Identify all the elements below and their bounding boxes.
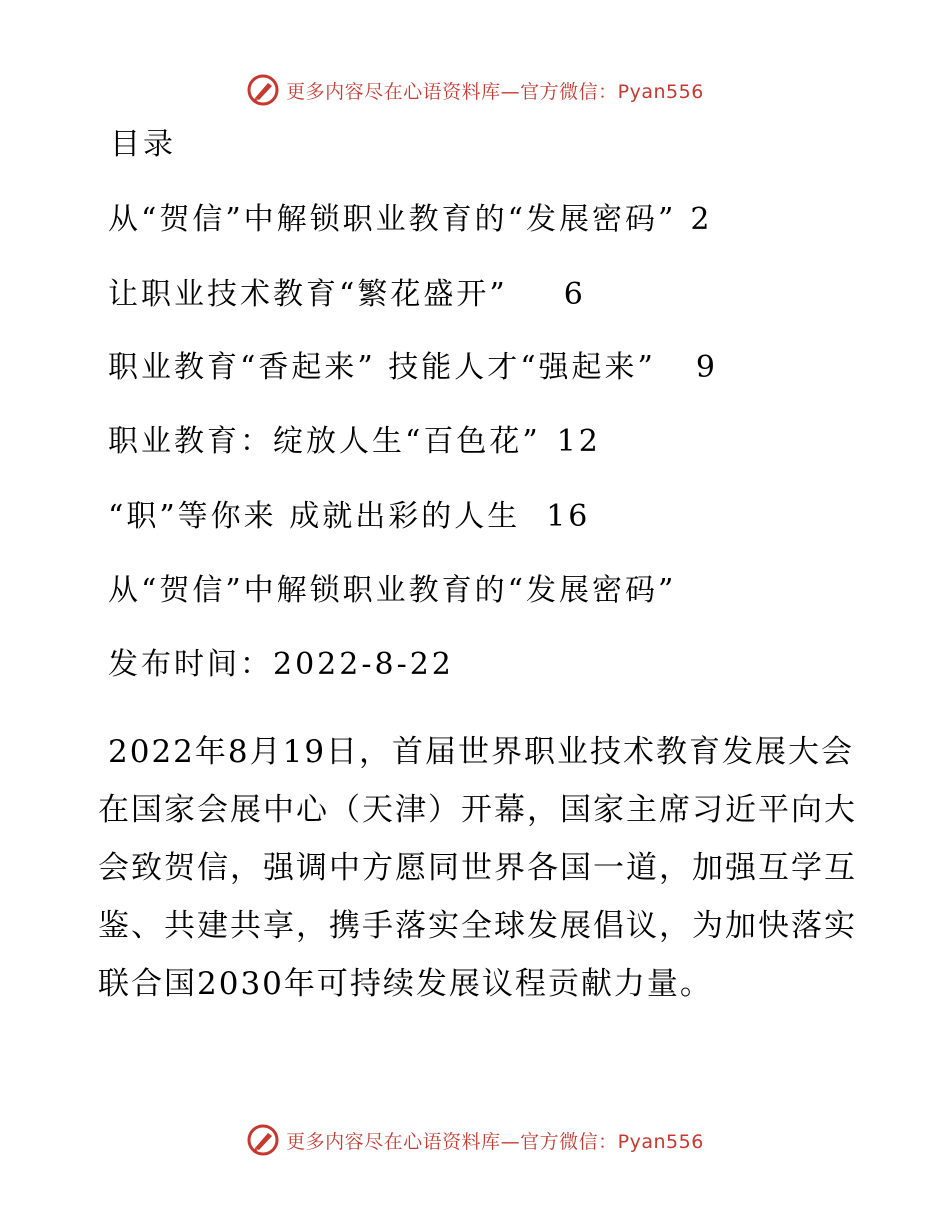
article-body xyxy=(98,723,858,1013)
toc-item[interactable] xyxy=(108,202,713,237)
watermark-text: 更多内容尽在心语资料库—官方微信：Pyan556 xyxy=(286,1130,704,1153)
publish-date: 发布时间：2022-8-22 xyxy=(108,647,454,682)
toc-item-page: 6 xyxy=(563,277,586,312)
article-title: 从“贺信”中解锁职业教育的“发展密码” xyxy=(108,573,677,608)
toc-item-title: “职”等你来 成就出彩的人生 xyxy=(108,499,521,534)
pen-logo-icon xyxy=(246,1123,280,1157)
toc-item[interactable] xyxy=(108,424,601,459)
toc-item-page: 16 xyxy=(546,499,591,534)
toc-item-page: 2 xyxy=(690,202,713,237)
toc-item[interactable] xyxy=(108,499,591,534)
toc-item[interactable] xyxy=(108,277,586,312)
toc-item[interactable] xyxy=(108,350,718,385)
watermark-banner-top xyxy=(0,70,950,110)
toc-item-page: 9 xyxy=(695,350,718,385)
article-body-text: 2022年8月19日，首届世界职业技术教育发展大会在国家会展中心（天津）开幕，国家主席习近平向大会致贺信，强调中方愿同世界各国一道，加强互学互鉴、共建共享，携手落实全球发展倡议，为加快落实联合国2030年可持续发展议程贡献力量。 xyxy=(98,734,857,1002)
watermark-banner-bottom xyxy=(0,1120,950,1160)
toc-item-title: 让职业技术教育“繁花盛开” xyxy=(108,277,508,312)
toc-heading: 目录 xyxy=(110,127,176,162)
pen-logo-icon xyxy=(246,73,280,107)
toc-item-page: 12 xyxy=(556,424,601,459)
toc-item-title: 职业教育：绽放人生“百色花” xyxy=(108,424,541,459)
watermark-text: 更多内容尽在心语资料库—官方微信：Pyan556 xyxy=(286,80,704,103)
toc-item-title: 职业教育“香起来” 技能人才“强起来” xyxy=(108,350,656,385)
toc-item-title: 从“贺信”中解锁职业教育的“发展密码” xyxy=(108,202,677,237)
